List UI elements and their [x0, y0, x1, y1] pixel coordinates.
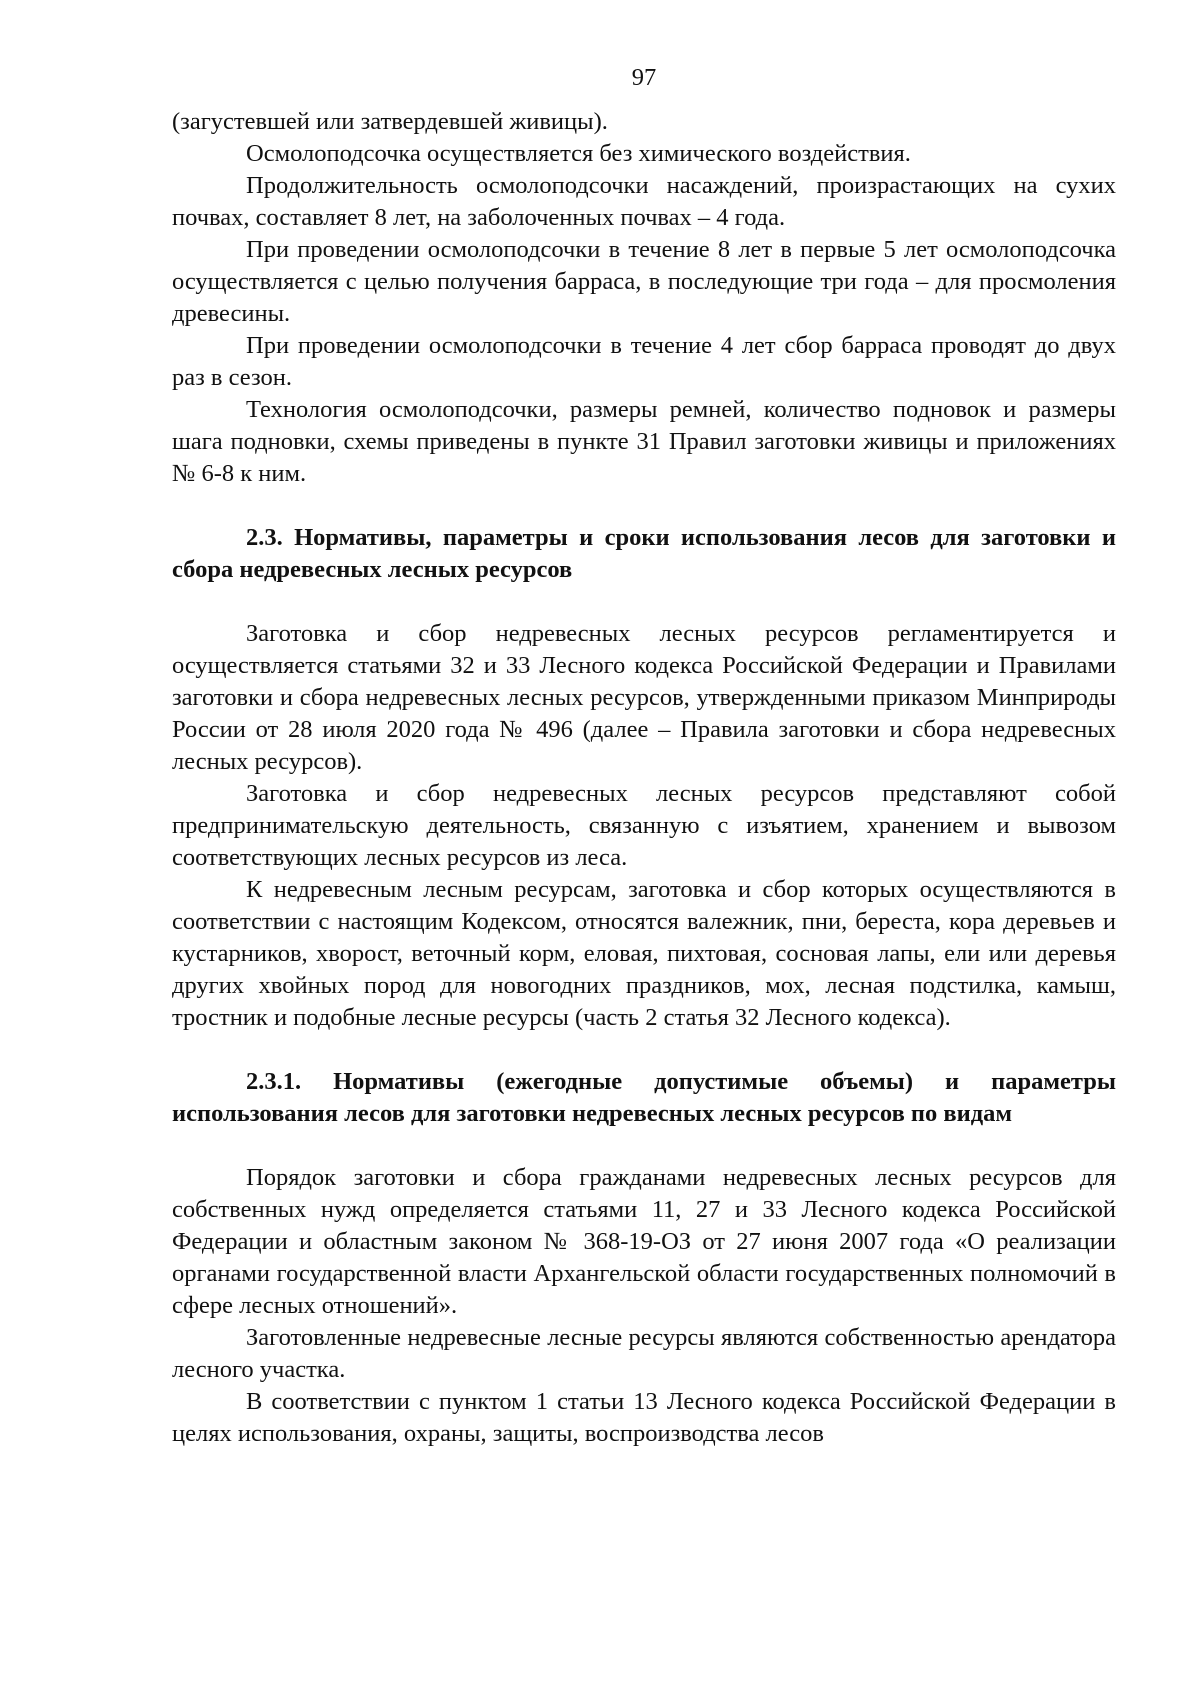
paragraph: Заготовка и сбор недревесных лесных ресурсов представляют собой предпринимательскую деятельность, связанную с изъятием, хранением и вывозом соответствующих лесных ресурсов из леса. [172, 780, 1116, 871]
page-number: 97 [631, 64, 657, 91]
paragraph: Заготовка и сбор недревесных лесных ресурсов регламентируется и осуществляется статьями 32 и 33 Лесного кодекса Российской Федерации и Правилами заготовки и сбора недревесных лесных ресурсов, утвержденными приказом Минприроды России от 28 июля 2020 года № 496 (далее – Правила заготовки и сбора недревесных лесных ресурсов). [172, 620, 1116, 775]
paragraph: Порядок заготовки и сбора гражданами недревесных лесных ресурсов для собственных нужд определяется статьями 11, 27 и 33 Лесного кодекса Российской Федерации и областным законом № 368-19-ОЗ от 27 июня 2007 года «О реализации органами государственной власти Архангельской области государственных полномочий в сфере лесных отношений». [172, 1164, 1116, 1319]
paragraph: Осмолоподсочка осуществляется без химического воздействия. [246, 140, 911, 167]
paragraph: При проведении осмолоподсочки в течение 4 лет сбор барраса проводят до двух раз в сезон. [172, 332, 1116, 391]
paragraph: Заготовленные недревесные лесные ресурсы являются собственностью арендатора лесного участка. [172, 1324, 1116, 1383]
paragraph: При проведении осмолоподсочки в течение 8 лет в первые 5 лет осмолоподсочка осуществляется с целью получения барраса, в последующие три года – для просмоления древесины. [172, 236, 1116, 327]
paragraph: В соответствии с пунктом 1 статьи 13 Лесного кодекса Российской Федерации в целях использования, охраны, защиты, воспроизводства лесов [172, 1388, 1116, 1447]
paragraph: (загустевшей или затвердевшей живицы). [172, 108, 608, 135]
paragraph: Продолжительность осмолоподсочки насаждений, произрастающих на сухих почвах, составляет 8 лет, на заболоченных почвах – 4 года. [172, 172, 1116, 231]
section-heading-2-3: 2.3. Нормативы, параметры и сроки использования лесов для заготовки и сбора недревесных лесных ресурсов [172, 524, 1116, 583]
document-page [172, 62, 1116, 1450]
paragraph: К недревесным лесным ресурсам, заготовка и сбор которых осуществляются в соответствии с настоящим Кодексом, относятся валежник, пни, береста, кора деревьев и кустарников, хворост, веточный корм, еловая, пихтовая, сосновая лапы, ели или деревья других хвойных пород для новогодних праздников, мох, лесная подстилка, камыш, тростник и подобные лесные ресурсы (часть 2 статья 32 Лесного кодекса). [172, 876, 1116, 1031]
paragraph: Технология осмолоподсочки, размеры ремней, количество подновок и размеры шага подновки, схемы приведены в пункте 31 Правил заготовки живицы и приложениях № 6-8 к ним. [172, 396, 1116, 487]
section-heading-2-3-1: 2.3.1. Нормативы (ежегодные допустимые объемы) и параметры использования лесов для заготовки недревесных лесных ресурсов по видам [172, 1068, 1116, 1127]
